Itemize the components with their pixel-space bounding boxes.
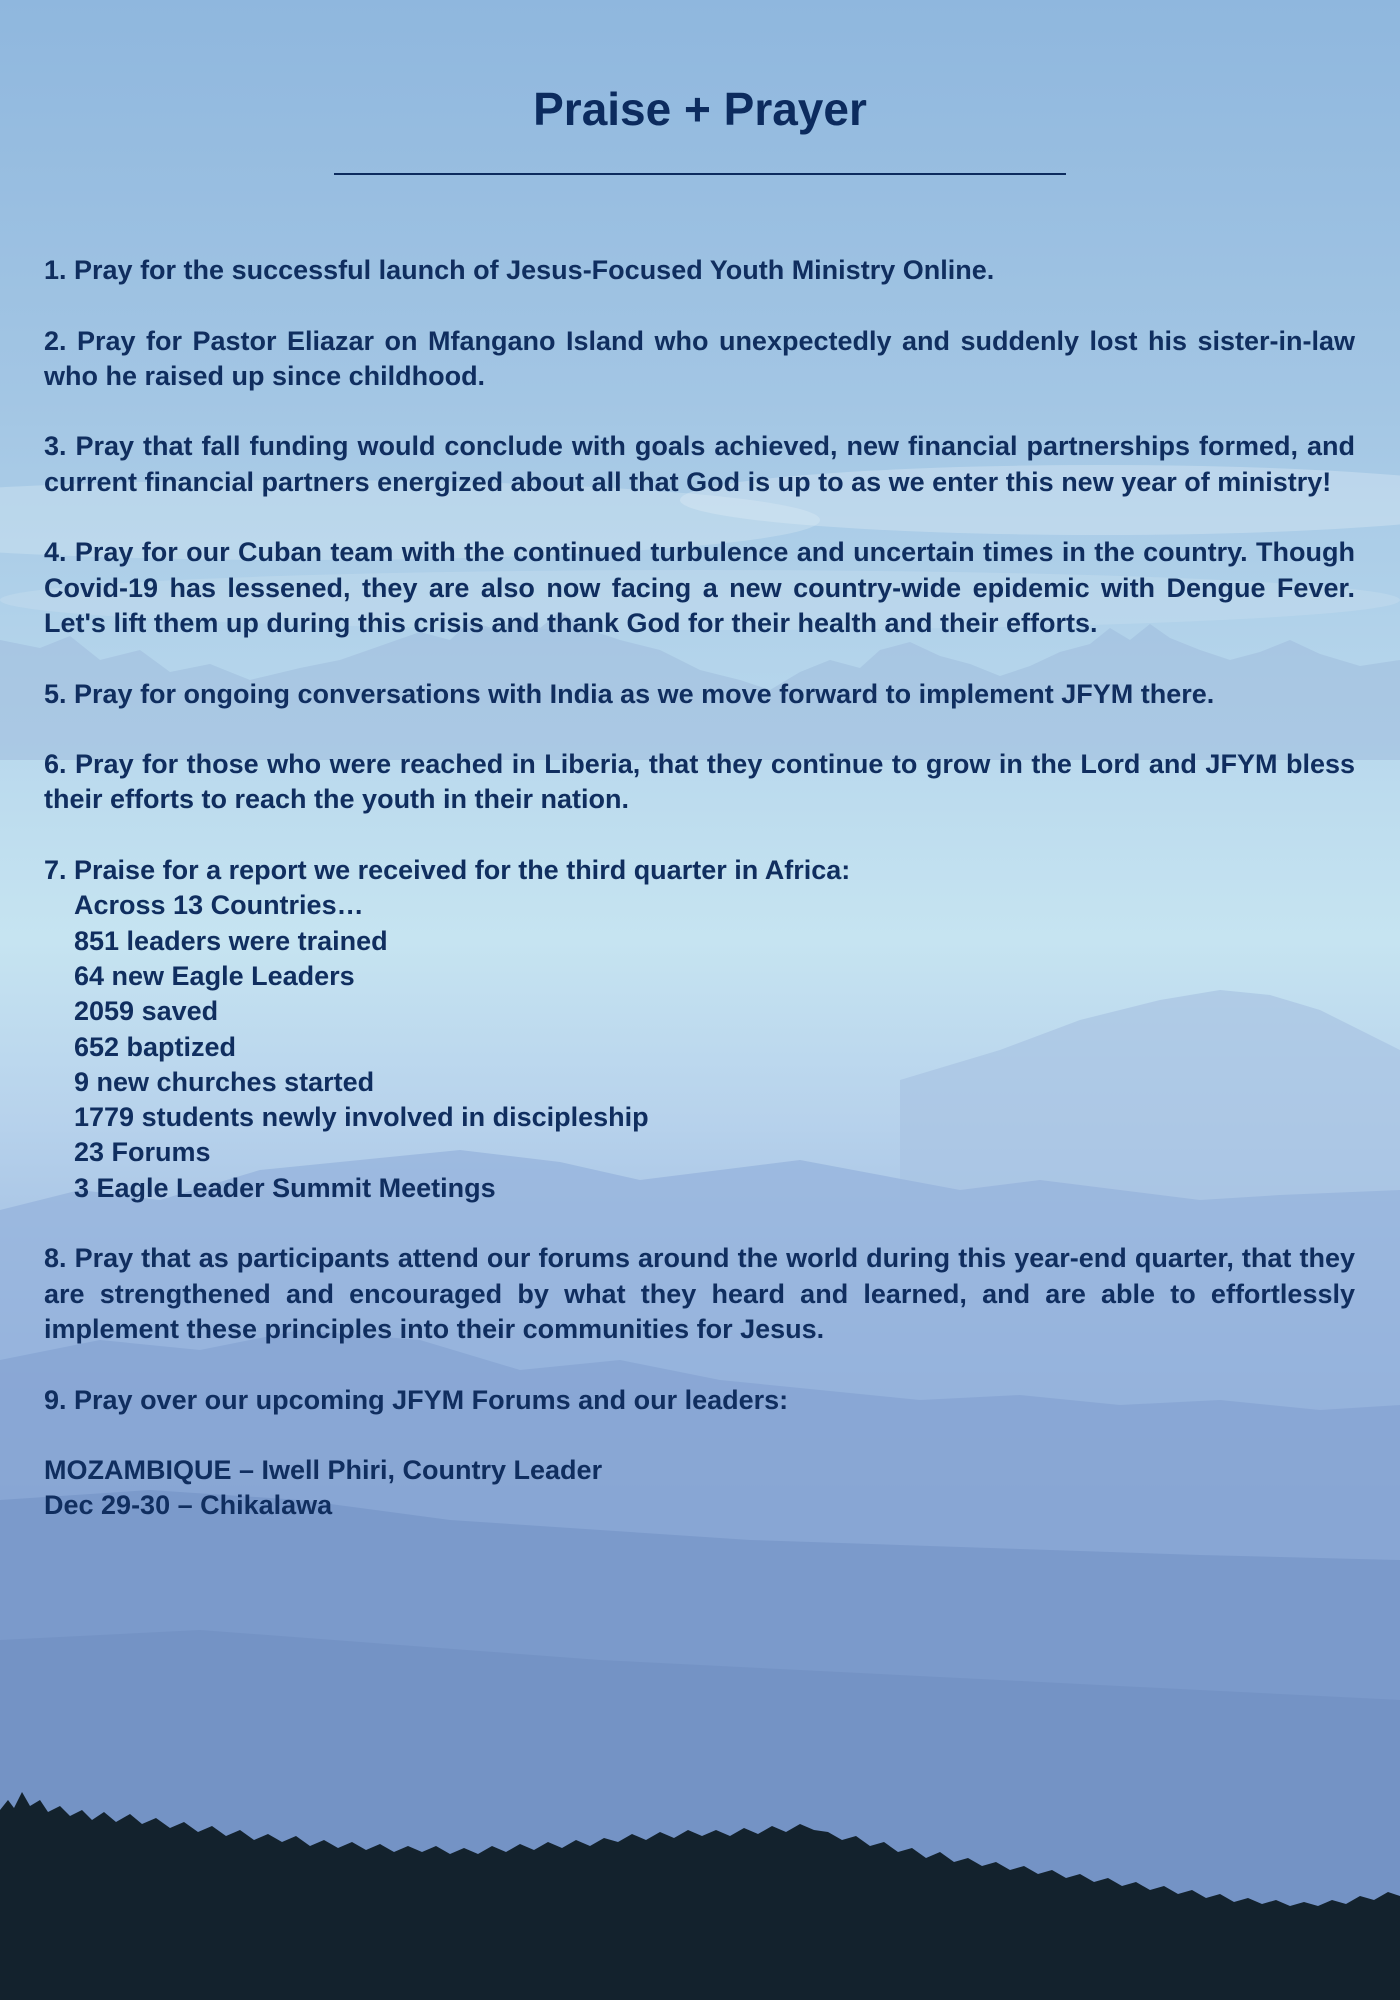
stat-item: 64 new Eagle Leaders: [74, 960, 355, 991]
stat-item: 2059 saved: [74, 996, 219, 1027]
forum-schedule: [44, 1453, 1355, 1524]
title-divider: [334, 173, 1066, 175]
praise-stats-list: [44, 888, 1355, 1206]
page-title: Praise + Prayer: [533, 83, 867, 135]
prayer-item-4: 4. Pray for our Cuban team with the continued turbulence and uncertain times in the country. Though Covid-19 has lessened, they are also now facing a new country-wide epidemic with Dengue Fever. Let's lift them up during this crisis and thank God for their health and their efforts.: [44, 537, 1355, 638]
prayer-item-3: 3. Pray that fall funding would conclude with goals achieved, new financial partnerships formed, and current financial partners energized about all that God is up to as we enter this new year of ministry!: [44, 431, 1355, 497]
stat-item: 9 new churches started: [74, 1066, 375, 1097]
prayer-list: [44, 253, 1355, 1524]
stat-item: 851 leaders were trained: [74, 925, 388, 956]
praise-heading: 7. Praise for a report we received for the third quarter in Africa:: [44, 855, 851, 886]
prayer-item-9: 9. Pray over our upcoming JFYM Forums and our leaders:: [44, 1384, 789, 1415]
prayer-item-8: 8. Pray that as participants attend our forums around the world during this year-end quarter, that they are strengthened and encouraged by what they heard and learned, and are able to effortlessly implement these principles into their communities for Jesus.: [44, 1243, 1355, 1344]
stat-item: Across 13 Countries…: [74, 890, 364, 921]
forum-date-location: Dec 29-30 – Chikalawa: [44, 1490, 333, 1521]
stat-item: 3 Eagle Leader Summit Meetings: [74, 1172, 496, 1203]
forum-country-leader: MOZAMBIQUE – Iwell Phiri, Country Leader: [44, 1455, 603, 1486]
header: [0, 78, 1400, 140]
stat-item: 23 Forums: [74, 1137, 211, 1168]
prayer-item-1: 1. Pray for the successful launch of Jesus-Focused Youth Ministry Online.: [44, 255, 995, 285]
prayer-item-2: 2. Pray for Pastor Eliazar on Mfangano Island who unexpectedly and suddenly lost his sister-in-law who he raised up since childhood.: [44, 325, 1355, 391]
stat-item: 652 baptized: [74, 1031, 237, 1062]
stat-item: 1779 students newly involved in discipleship: [74, 1102, 649, 1133]
prayer-item-6: 6. Pray for those who were reached in Liberia, that they continue to grow in the Lord and JFYM bless their efforts to reach the youth in their nation.: [44, 749, 1355, 815]
praise-report: [44, 853, 1355, 1206]
prayer-item-5: 5. Pray for ongoing conversations with India as we move forward to implement JFYM there.: [44, 678, 1215, 709]
